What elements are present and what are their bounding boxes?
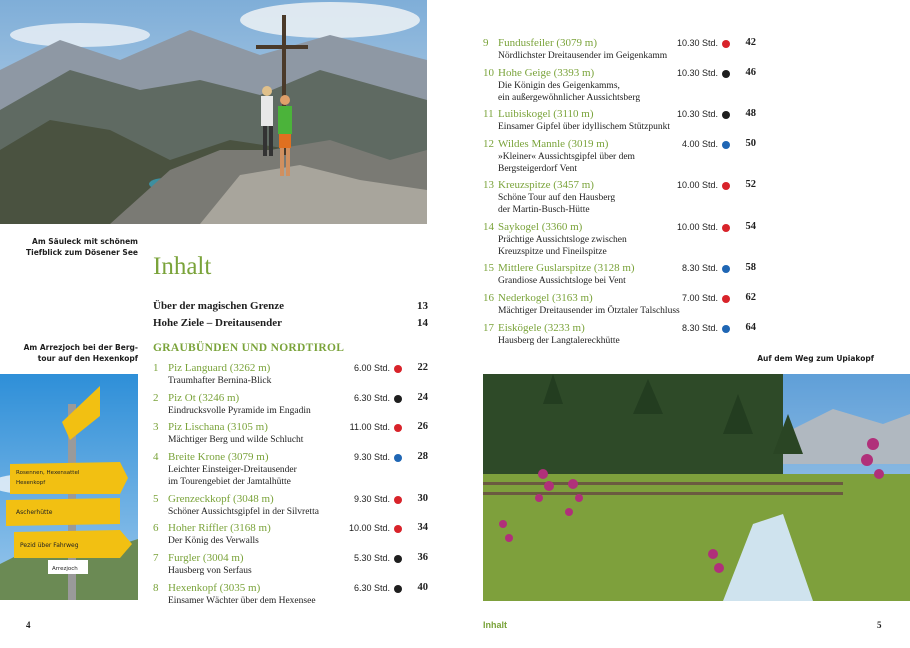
page-number-right: 5 <box>877 620 882 630</box>
summit-cross-photo <box>0 0 427 224</box>
entry-name: Nederkogel (3163 m) <box>498 292 593 305</box>
toc-entry[interactable] <box>483 262 756 292</box>
entry-page: 50 <box>745 137 756 149</box>
meadow-photo <box>483 374 910 601</box>
entry-description: Hausberg von Serfaus <box>168 565 252 576</box>
entry-number: 9 <box>483 37 489 49</box>
entry-page: 46 <box>745 66 756 78</box>
difficulty-dot-icon <box>722 182 730 190</box>
entry-page: 48 <box>745 108 756 120</box>
entry-name: Piz Ot (3246 m) <box>168 391 240 404</box>
entry-time: 9.30 Std. <box>353 452 390 463</box>
sign-text-3: Ascherhütte <box>16 509 53 516</box>
entry-name: Wildes Mannle (3019 m) <box>498 137 609 150</box>
entry-page: 58 <box>745 262 756 274</box>
sign-text-1: Rosennen, Hexensattel <box>16 470 80 476</box>
entry-description: Schöner Aussichtsgipfel in der Silvretta <box>168 506 319 517</box>
entry-number: 3 <box>153 421 159 434</box>
difficulty-dot-icon <box>394 496 402 504</box>
entry-description: Schöne Tour auf den Hausberg der Martin-Busch-Hütte <box>498 193 616 216</box>
entry-name: Mittlere Guslarspitze (3128 m) <box>498 262 635 275</box>
entry-page: 36 <box>417 551 428 563</box>
entry-time: 4.00 Std. <box>681 138 718 149</box>
signpost-photo <box>0 374 138 600</box>
entry-page: 34 <box>417 522 428 534</box>
difficulty-dot-icon <box>722 265 730 273</box>
toc-entry[interactable] <box>153 451 428 493</box>
toc-intro-1[interactable]: Über der magischen Grenze 13 <box>153 300 428 312</box>
toc-entry[interactable] <box>153 493 428 523</box>
section-heading: GRAUBÜNDEN UND NORDTIROL <box>153 342 345 354</box>
toc-entry[interactable] <box>483 138 756 180</box>
entry-time: 11.00 Std. <box>349 422 390 433</box>
entry-page: 52 <box>745 179 756 191</box>
entry-number: 6 <box>153 522 159 535</box>
entry-page: 30 <box>417 492 428 504</box>
entry-number: 17 <box>483 321 494 334</box>
difficulty-dot-icon <box>722 40 730 48</box>
entry-page: 28 <box>417 451 428 463</box>
entry-time: 6.30 Std. <box>353 582 390 593</box>
difficulty-dot-icon <box>394 365 402 373</box>
entry-name: Breite Krone (3079 m) <box>168 451 269 464</box>
difficulty-dot-icon <box>394 585 402 593</box>
entry-number: 11 <box>483 108 494 121</box>
entry-name: Eiskögele (3233 m) <box>498 321 585 334</box>
difficulty-dot-icon <box>394 555 402 563</box>
entry-description: Die Königin des Geigenkamms, ein außergewöhnlicher Aussichtsberg <box>498 80 641 103</box>
entry-number: 4 <box>153 451 159 464</box>
entry-name: Saykogel (3360 m) <box>498 220 583 233</box>
toc-entry[interactable] <box>483 221 756 263</box>
entry-name: Hohe Geige (3393 m) <box>498 66 595 79</box>
toc-entry[interactable] <box>483 179 756 221</box>
entry-description: Mächtiger Dreitausender im Ötztaler Talschluss <box>498 306 680 317</box>
entry-page: 54 <box>745 220 756 232</box>
entry-time: 8.30 Std. <box>681 263 718 274</box>
entry-description: Prächtige Aussichtsloge zwischen Kreuzspitze und Fineilspitze <box>498 234 627 257</box>
entry-time: 10.30 Std. <box>676 109 718 120</box>
entry-name: Hexenkopf (3035 m) <box>168 581 261 594</box>
entry-description: Mächtiger Berg und wilde Schlucht <box>168 435 304 446</box>
toc-entry[interactable] <box>483 67 756 109</box>
entry-description: Eindrucksvolle Pyramide im Engadin <box>168 405 311 416</box>
entry-description: »Kleiner« Aussichtsgipfel über dem Bergsteigerdorf Vent <box>498 151 635 174</box>
entry-page: 42 <box>745 37 756 48</box>
photo-caption-bottom: Am Arrezjoch bei der Berg- tour auf den Hexenkopf <box>23 343 138 363</box>
entry-description: Grandiose Aussichtsloge bei Vent <box>498 276 626 287</box>
entry-time: 5.30 Std. <box>353 552 390 563</box>
entry-name: Fundusfeiler (3079 m) <box>498 37 597 49</box>
entry-description: Einsamer Wächter über dem Hexensee <box>168 595 316 606</box>
difficulty-dot-icon <box>394 454 402 462</box>
toc-entry[interactable] <box>483 37 756 67</box>
entry-time: 6.30 Std. <box>353 392 390 403</box>
toc-entry[interactable] <box>153 552 428 582</box>
entry-number: 10 <box>483 66 494 79</box>
difficulty-dot-icon <box>394 525 402 533</box>
entry-description: Nördlichster Dreitausender im Geigenkamm <box>498 51 668 61</box>
difficulty-dot-icon <box>394 395 402 403</box>
difficulty-dot-icon <box>722 70 730 78</box>
entry-page: 40 <box>417 581 428 593</box>
entry-description: Traumhafter Bernina-Blick <box>168 376 272 386</box>
entry-page: 22 <box>417 362 428 373</box>
right-page <box>455 0 910 648</box>
entry-time: 10.00 Std. <box>676 180 718 191</box>
entry-number: 5 <box>153 492 159 505</box>
difficulty-dot-icon <box>722 141 730 149</box>
entry-time: 6.00 Std. <box>353 363 390 373</box>
difficulty-dot-icon <box>722 325 730 333</box>
page-number-left: 4 <box>26 620 31 630</box>
footer-title: Inhalt <box>483 620 507 630</box>
entry-description: Einsamer Gipfel über idyllischem Stützpunkt <box>498 122 671 133</box>
entry-name: Hoher Riffler (3168 m) <box>168 522 271 535</box>
entry-name: Piz Languard (3262 m) <box>168 362 271 374</box>
entry-number: 12 <box>483 137 494 150</box>
toc-entry[interactable] <box>153 522 428 552</box>
toc-list-left <box>153 362 428 611</box>
entry-time: 10.00 Std. <box>348 523 390 534</box>
entry-number: 13 <box>483 179 494 192</box>
entry-name: Furgler (3004 m) <box>168 551 244 564</box>
entry-number: 14 <box>483 220 494 233</box>
difficulty-dot-icon <box>722 224 730 232</box>
toc-entry[interactable] <box>153 421 428 451</box>
entry-description: Leichter Einsteiger-Dreitausender im Tourengebiet der Jamtalhütte <box>168 465 297 488</box>
entry-time: 9.30 Std. <box>353 493 390 504</box>
entry-name: Grenzeckkopf (3048 m) <box>168 492 274 505</box>
difficulty-dot-icon <box>722 295 730 303</box>
entry-time: 8.30 Std. <box>681 322 718 333</box>
toc-entry[interactable] <box>153 392 428 422</box>
entry-page: 26 <box>417 421 428 433</box>
sign-text-2: Hexenkopf <box>16 480 46 486</box>
toc-entry[interactable] <box>483 108 756 138</box>
entry-time: 10.00 Std. <box>676 221 718 232</box>
entry-number: 2 <box>153 391 159 404</box>
toc-entry[interactable] <box>153 362 428 392</box>
entry-name: Luibiskogel (3110 m) <box>498 108 594 121</box>
difficulty-dot-icon <box>394 424 402 432</box>
toc-title: Inhalt <box>153 253 212 280</box>
toc-list-right <box>483 37 756 351</box>
sign-text-4: Pezid über Fahrweg <box>20 542 79 549</box>
photo-caption-top: Am Säuleck mit schönem Tiefblick zum Dösener See <box>26 237 138 257</box>
entry-number: 7 <box>153 551 159 564</box>
entry-description: Hausberg der Langtalereckhütte <box>498 335 620 346</box>
entry-page: 24 <box>417 391 428 403</box>
toc-intro-2[interactable]: Hohe Ziele – Dreitausender 14 <box>153 317 428 329</box>
entry-description: Der König des Verwalls <box>168 536 259 547</box>
entry-time: 10.30 Std. <box>676 38 718 48</box>
entry-number: 1 <box>153 362 159 374</box>
difficulty-dot-icon <box>722 111 730 119</box>
photo-caption-right: Auf dem Weg zum Upiakopf <box>757 354 874 363</box>
entry-page: 62 <box>745 292 756 304</box>
entry-number: 8 <box>153 581 159 594</box>
toc-entry[interactable] <box>153 582 428 612</box>
entry-page: 64 <box>745 321 756 333</box>
entry-time: 10.30 Std. <box>676 67 718 78</box>
entry-number: 15 <box>483 262 494 275</box>
toc-entry[interactable] <box>483 322 756 352</box>
entry-time: 7.00 Std. <box>681 293 718 304</box>
sign-text-5: Arrezjoch <box>52 566 78 572</box>
entry-name: Kreuzspitze (3457 m) <box>498 179 594 192</box>
toc-entry[interactable] <box>483 292 756 322</box>
entry-number: 16 <box>483 292 494 305</box>
entry-name: Piz Lischana (3105 m) <box>168 421 268 434</box>
